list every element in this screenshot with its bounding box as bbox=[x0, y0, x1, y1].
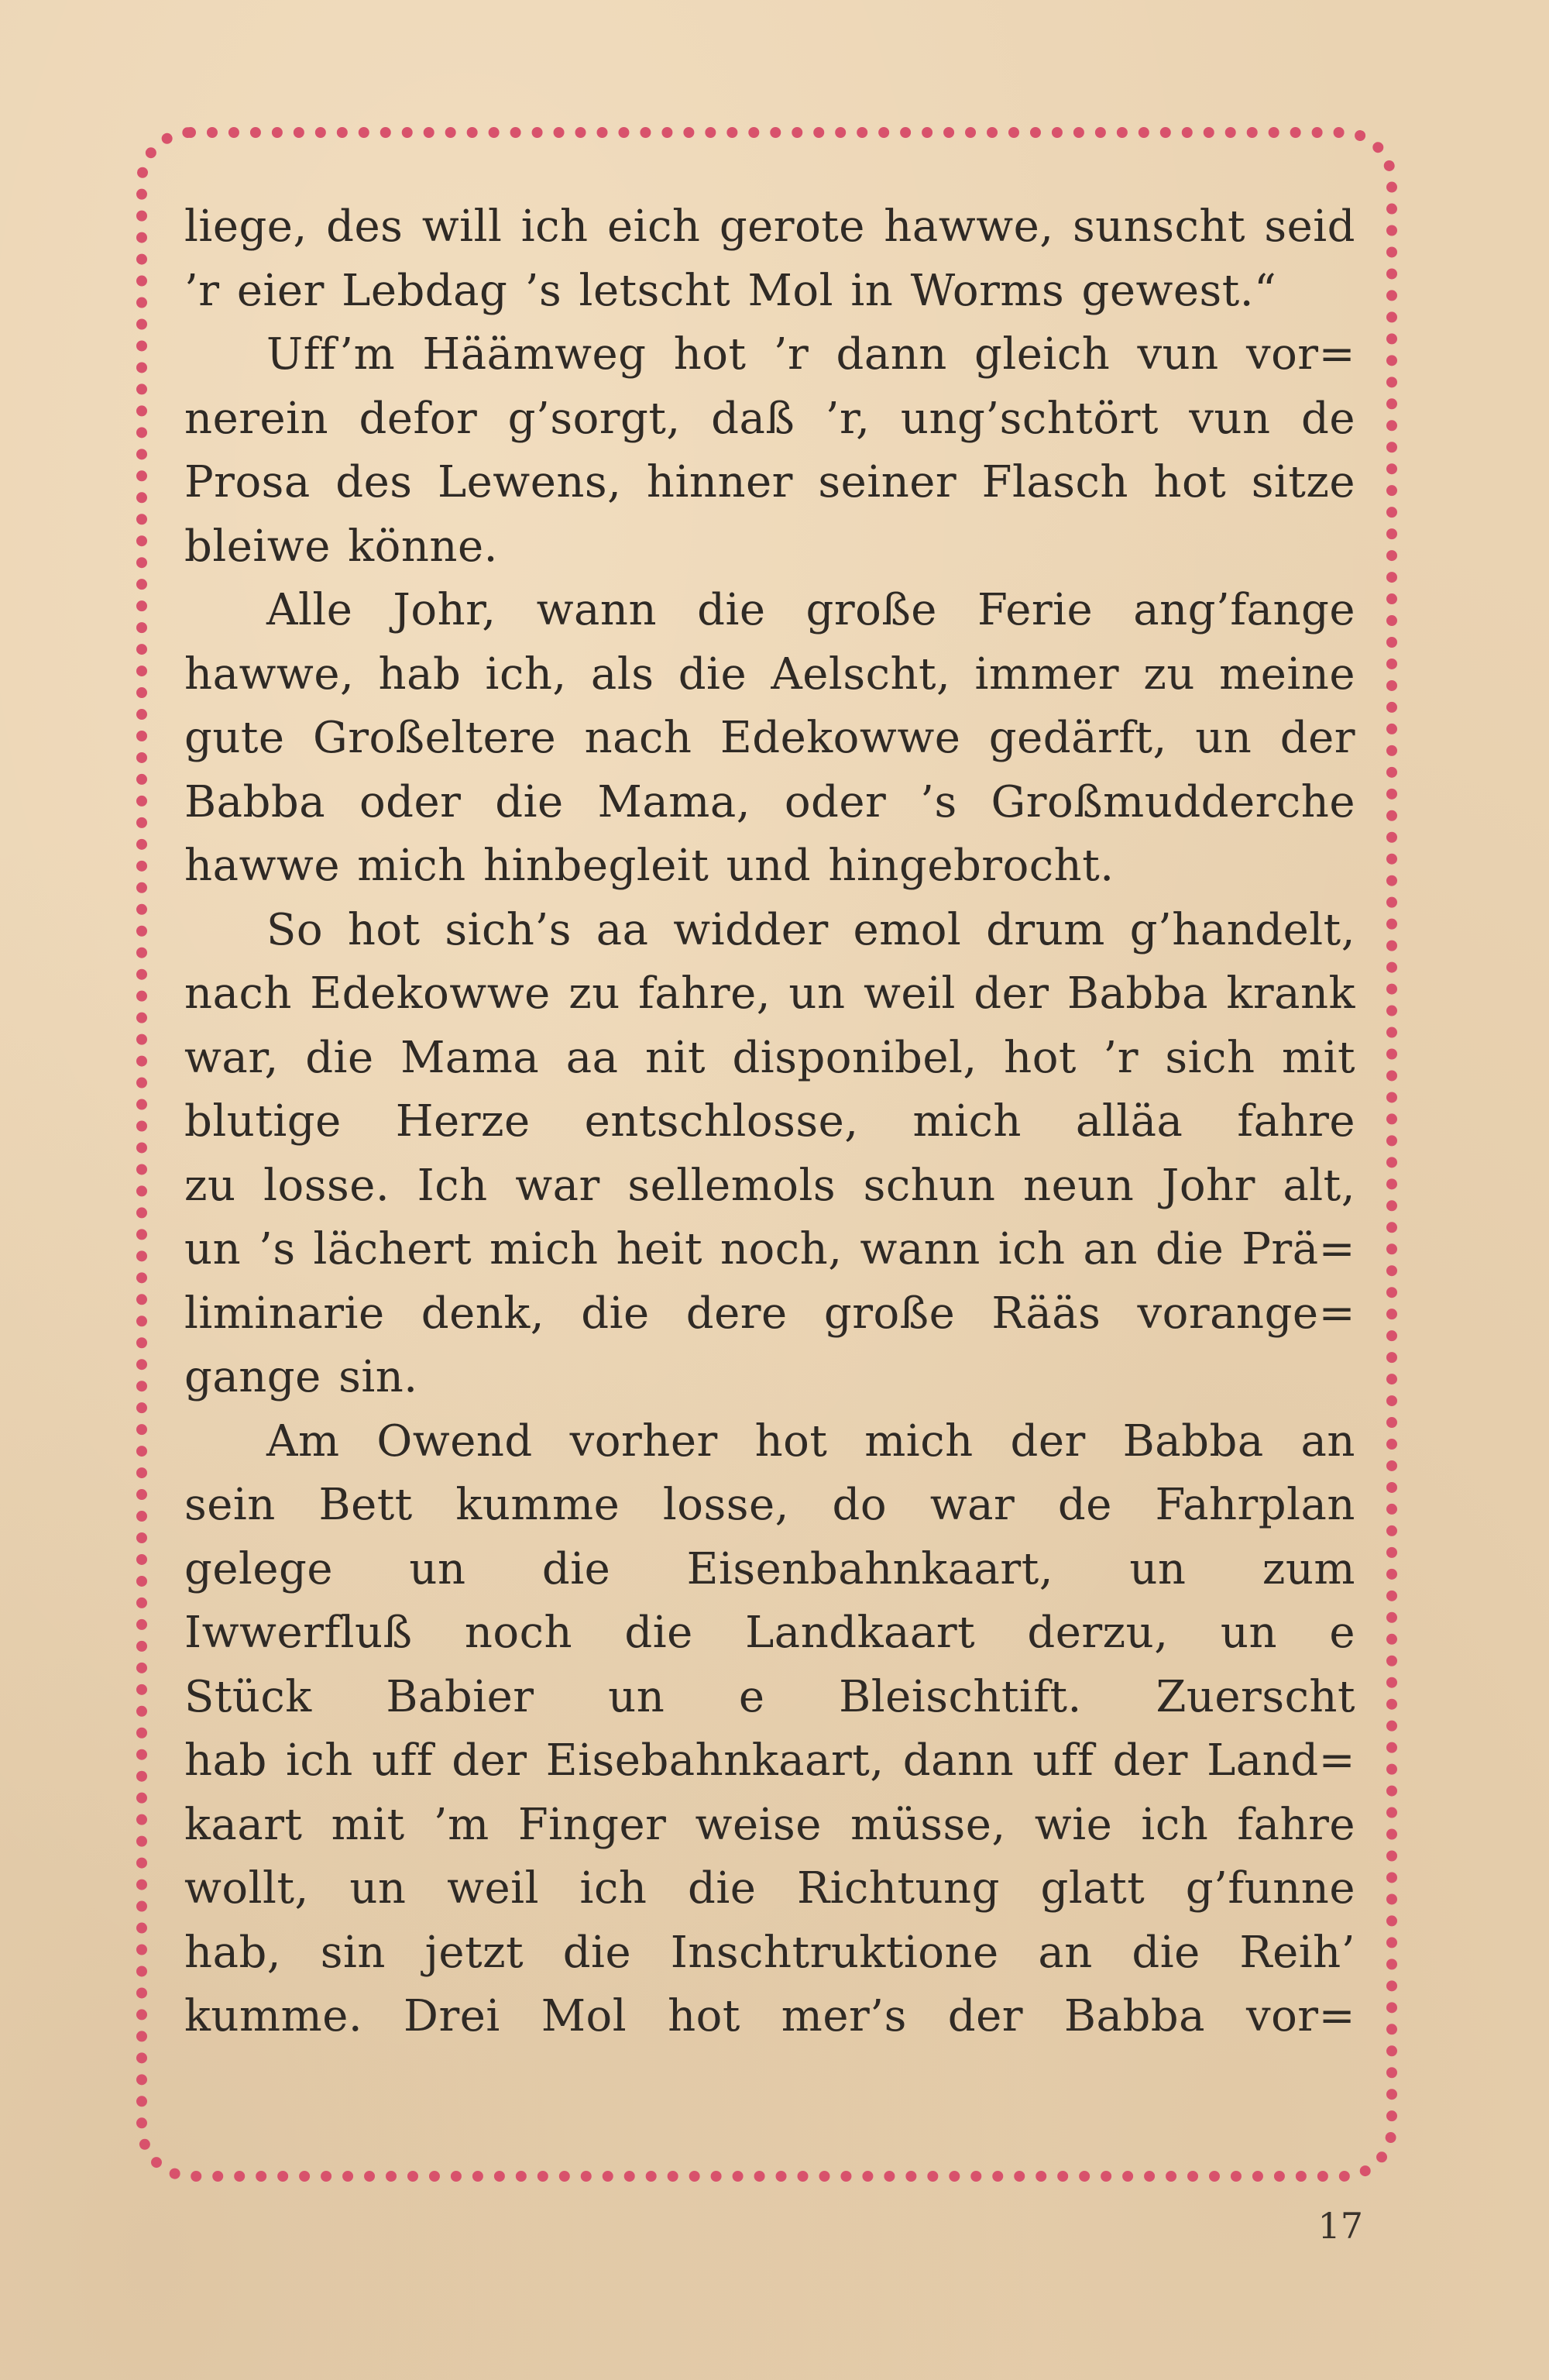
text-line: Alle Johr, wann die große Ferie ang’fange bbox=[266, 585, 1355, 635]
text-line: hawwe mich hinbegleit und hingebrocht. bbox=[184, 841, 1115, 891]
text-line: nerein defor g’sorgt, daß ’r, ung’schtört vun de bbox=[184, 393, 1355, 444]
text-line: hab, sin jetzt die Inschtruktione an die Reih’ bbox=[184, 1927, 1355, 1978]
text-line: kaart mit ’m Finger weise müsse, wie ich fahre bbox=[184, 1799, 1355, 1850]
text-line: Prosa des Lewens, hinner seiner Flasch hot sitze bbox=[184, 457, 1355, 507]
text-line: hawwe, hab ich, als die Aelscht, immer zu meine bbox=[184, 648, 1355, 700]
text-line: nach Edekowwe zu fahre, un weil der Babba krank bbox=[184, 968, 1355, 1019]
text-line: kumme. Drei Mol hot mer’s der Babba vor= bbox=[184, 1991, 1355, 2041]
text-line: liminarie denk, die dere große Rääs vorange= bbox=[184, 1288, 1355, 1339]
text-line: gute Großeltere nach Edekowwe gedärft, un der bbox=[184, 713, 1355, 763]
text-line: liege, des will ich eich gerote hawwe, sunscht seid bbox=[184, 201, 1355, 252]
text-line: gelege un die Eisenbahnkaart, un zum bbox=[184, 1543, 1355, 1594]
text-line: un ’s lächert mich heit noch, wann ich an die Prä= bbox=[184, 1224, 1355, 1274]
text-line: gange sin. bbox=[184, 1352, 418, 1402]
text-line: war, die Mama aa nit disponibel, hot ’r sich mit bbox=[184, 1032, 1355, 1083]
text-line: sein Bett kumme losse, do war de Fahrplan bbox=[184, 1480, 1355, 1530]
text-line: So hot sich’s aa widder emol drum g’handelt, bbox=[266, 904, 1355, 955]
page-number: 17 bbox=[1317, 2205, 1363, 2247]
text-line: bleiwe könne. bbox=[184, 521, 498, 572]
text-line: Stück Babier un e Bleischtift. Zuerscht bbox=[184, 1671, 1355, 1722]
text-line: Babba oder die Mama, oder ’s Großmudderche bbox=[184, 776, 1355, 827]
text-line: Am Owend vorher hot mich der Babba an bbox=[266, 1415, 1355, 1467]
text-line: wollt, un weil ich die Richtung glatt g’funne bbox=[184, 1863, 1355, 1914]
text-line: hab ich uff der Eisebahnkaart, dann uff der Land= bbox=[184, 1735, 1355, 1786]
text-line: Iwwerfluß noch die Landkaart derzu, un e bbox=[184, 1608, 1355, 1658]
text-line: zu losse. Ich war sellemols schun neun Johr alt, bbox=[184, 1160, 1355, 1211]
text-line: blutige Herze entschlosse, mich alläa fahre bbox=[184, 1096, 1355, 1147]
body-text bbox=[184, 195, 1355, 2049]
text-line: Uff’m Häämweg hot ’r dann gleich vun vor= bbox=[266, 329, 1355, 380]
text-line: ’r eier Lebdag ’s letscht Mol in Worms gewest.“ bbox=[184, 265, 1277, 316]
